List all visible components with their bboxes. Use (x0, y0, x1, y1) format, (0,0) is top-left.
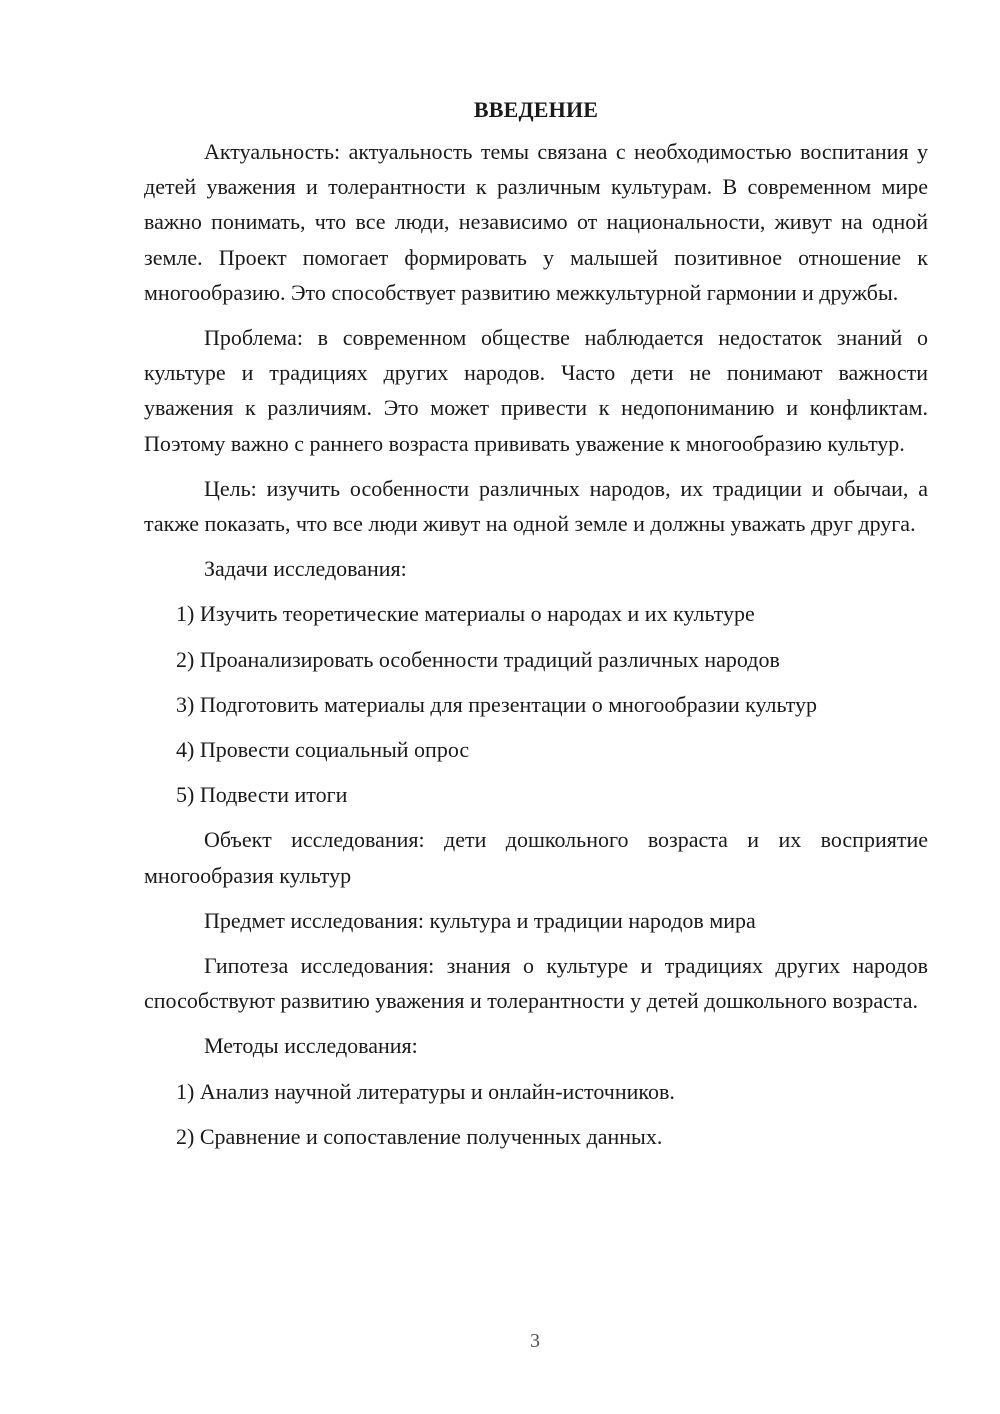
method-item-1: 1) Анализ научной литературы и онлайн-источников. (176, 1078, 675, 1104)
document-page (144, 92, 928, 1164)
method-item-2: 2) Сравнение и сопоставление полученных данных. (176, 1123, 663, 1149)
task-item-3: 3) Подготовить материалы для презентации о многообразии культур (176, 691, 817, 717)
tasks-heading: Задачи исследования: (204, 556, 407, 582)
tasks-list (144, 596, 928, 812)
goal-paragraph: Цель: изучить особенности различных народов, их традиции и обычаи, а также показать, что все люди живут на одной земле и должны уважать друг друга. (144, 475, 928, 537)
page-number: 3 (530, 1330, 540, 1352)
methods-heading: Методы исследования: (204, 1033, 418, 1059)
task-item-2: 2) Проанализировать особенности традиций различных народов (176, 646, 780, 672)
object-paragraph: Объект исследования: дети дошкольного возраста и их восприятие многообразия культур (144, 827, 928, 888)
problem-paragraph: Проблема: в современном обществе наблюдается недостаток знаний о культуре и традициях других народов. Часто дети не понимают важности уважения к различиям. Это может привести к недопониманию и конфликтам. Поэтому важно с раннего возраста прививать уважение к многообразию культур. (144, 325, 928, 456)
task-item-4: 4) Провести социальный опрос (176, 737, 470, 763)
relevance-paragraph: Актуальность: актуальность темы связана с необходимостью воспитания у детей уважения и толерантности к различным культурам. В современном мире важно понимать, что все люди, независимо от национальности, живут на одной земле. Проект помогает формировать у малышей позитивное отношение к многообразию. Это способствует развитию межкультурной гармонии и дружбы. (144, 139, 928, 305)
hypothesis-paragraph: Гипотеза исследования: знания о культуре и традициях других народов способствуют развитию уважения и толерантности у детей дошкольного возраста. (144, 953, 928, 1014)
task-item-5: 5) Подвести итоги (176, 782, 348, 808)
document-title: ВВЕДЕНИЕ (473, 97, 599, 122)
subject-paragraph: Предмет исследования: культура и традиции народов мира (204, 907, 756, 933)
methods-list (144, 1074, 928, 1154)
task-item-1: 1) Изучить теоретические материалы о народах и их культуре (176, 601, 755, 627)
